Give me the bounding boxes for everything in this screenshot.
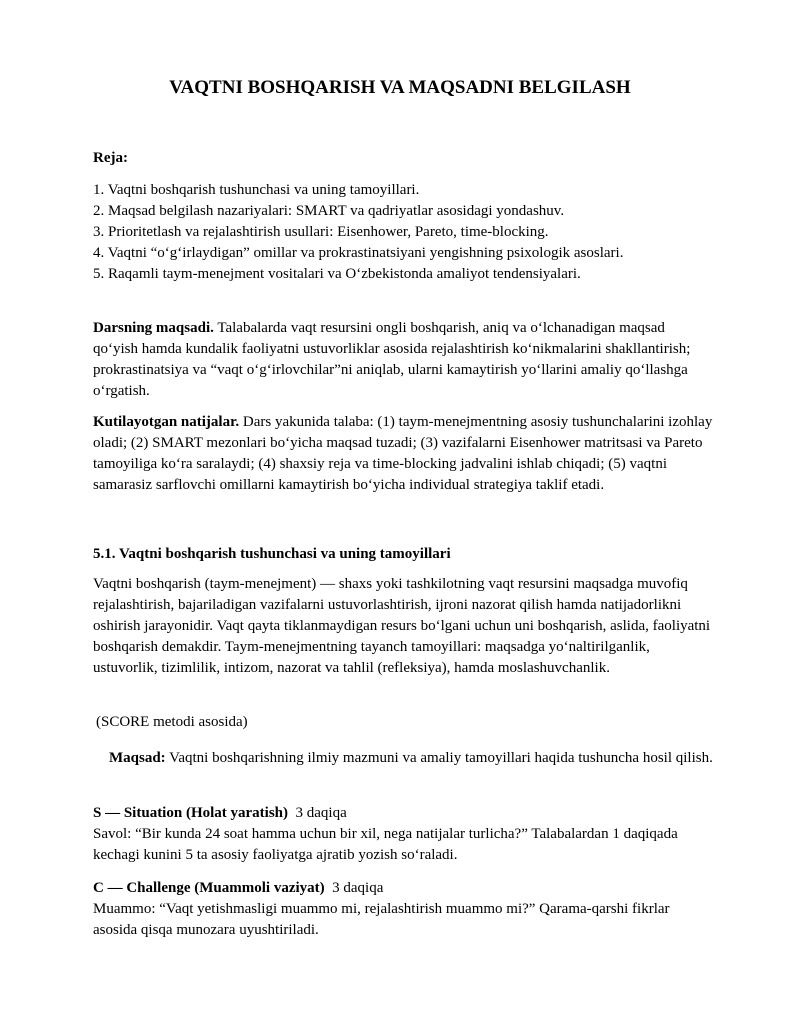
section-heading: 5.1. Vaqtni boshqarish tushunchasi va uning tamoyillari — [93, 546, 451, 562]
expected-results-label: Kutilayotgan natijalar. — [93, 414, 240, 430]
challenge-label: C — Challenge (Muammoli vaziyat) — [93, 880, 325, 896]
situation-time: 3 daqiqa — [288, 805, 347, 821]
document-title: VAQTNI BOSHQARISH VA MAQSADNI BELGILASH — [169, 77, 631, 98]
challenge-time: 3 daqiqa — [324, 880, 384, 896]
aim-text: Vaqtni boshqarishning ilmiy mazmuni va amaliy tamoyillari haqida tushuncha hosil qilish. — [165, 750, 713, 766]
challenge-text: Muammo: “Vaqt yetishmasligi muammo mi, rejalashtirish muammo mi?” Qarama-qarshi fikrlar asosida qisqa munozara uyushtiriladi. — [93, 901, 670, 938]
aim-label: Maqsad: — [109, 750, 166, 766]
plan-item: 1. Vaqtni boshqarish tushunchasi va uning tamoyillari. — [93, 182, 420, 198]
lesson-goal-paragraph — [93, 318, 713, 402]
situation-text: Savol: “Bir kunda 24 soat hamma uchun bir xil, nega natijalar turlicha?” Talabalardan 1 daqiqada kechagi kunini 5 ta asosiy faoliyatga ajratib yozish so‘raladi. — [93, 826, 678, 863]
situation-label: S — Situation (Holat yaratish) — [93, 805, 289, 821]
expected-results-text: Dars yakunida talaba: (1) taym-menejmentning asosiy tushunchalarini izohlay oladi; (2) SMART mezonlari bo‘yicha maqsad tuzadi; (3) vazifalarni Eisenhower matritsasi va Pareto tamoyiliga ko‘ra saralaydi; (4) shaxsiy reja va time-blocking jadvalini ishlab chiqadi; (5) vaqtni samarasiz sarflovchi omillarni kamaytirish bo‘yicha individual strategiya taklif etadi. — [93, 414, 713, 493]
challenge-heading — [93, 878, 713, 899]
section-paragraph: Vaqtni boshqarish (taym-menejment) — shaxs yoki tashkilotning vaqt resursini maqsadga muvofiq rejalashtirish, bajariladigan vazifalarni ustuvorlashtirish, ijroni nazorat qilish hamda natijadorlikni oshirish jarayonidir. Vaqt qayta tiklanmaydigan resurs bo‘lgani uchun uni boshqarish, aslida, faoliyatni boshqarish demakdir. Taym-menejmentning tayanch tamoyillari: maqsadga yo‘naltirilganlik, ustuvorlik, tizimlilik, intizom, nazorat va tahlil (refleksiya), hamda moslashuvchanlik. — [93, 576, 711, 676]
plan-heading — [93, 148, 713, 169]
plan-item: 3. Prioritetlash va rejalashtirish usullari: Eisenhower, Pareto, time-blocking. — [93, 224, 549, 240]
score-note: (SCORE metodi asosida) — [96, 714, 248, 730]
lesson-goal-text: Talabalarda vaqt resursini ongli boshqarish, aniq va o‘lchanadigan maqsad qo‘yish hamda kundalik faoliyatni ustuvorliklar asosida rejalashtirish ko‘nikmalarini shakllantirish; prokrastinatsiya va “vaqt o‘g‘irlovchilar”ni aniqlab, ularni kamaytirish yo‘llarini amaliy qo‘llashga o‘rgatish. — [93, 320, 691, 399]
lesson-goal-label: Darsning maqsadi. — [93, 320, 214, 336]
aim-paragraph — [93, 748, 713, 769]
expected-results-paragraph — [93, 412, 713, 496]
plan-heading-text: Reja: — [93, 150, 128, 166]
plan-list — [93, 180, 713, 285]
plan-item: 4. Vaqtni “o‘g‘irlaydigan” omillar va prokrastinatsiyani yengishning psixologik asoslari. — [93, 245, 624, 261]
plan-item: 5. Raqamli taym-menejment vositalari va O‘zbekistonda amaliyot tendensiyalari. — [93, 266, 581, 282]
situation-heading — [93, 803, 713, 824]
plan-item: 2. Maqsad belgilash nazariyalari: SMART va qadriyatlar asosidagi yondashuv. — [93, 203, 565, 219]
